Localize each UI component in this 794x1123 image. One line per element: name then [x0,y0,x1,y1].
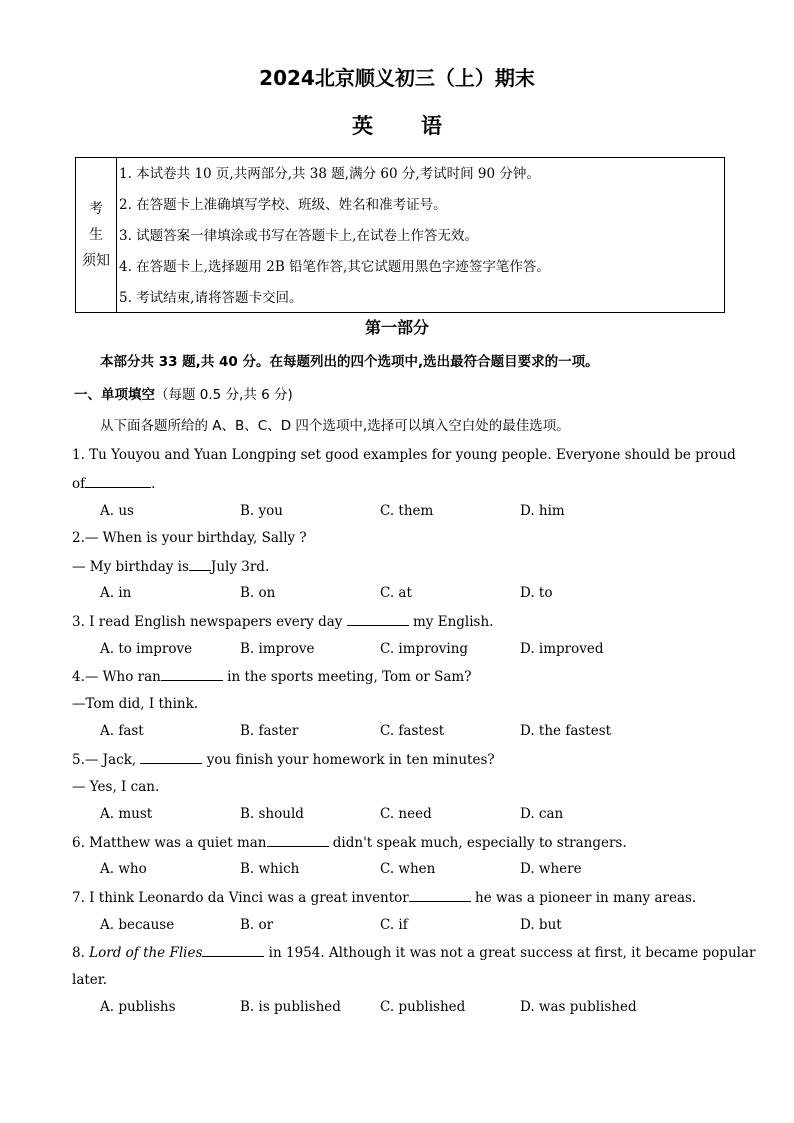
option-d: D. improved [520,641,604,657]
question-8-text-cont: later. [72,972,108,988]
subject-title: 英语 [352,114,490,138]
option-c: C. at [380,585,412,601]
option-d: D. where [520,861,582,877]
option-b: B. improve [240,641,315,657]
notice-item: 5. 考试结束,请将答题卡交回。 [119,290,303,306]
answer-blank [140,750,202,764]
option-a: A. because [100,917,175,933]
option-c: C. need [380,806,432,822]
option-c: C. published [380,999,466,1015]
option-d: D. the fastest [520,723,612,739]
notice-label-line2: 须知 [82,253,110,269]
option-b: B. you [240,503,283,519]
notice-item: 1. 本试卷共 10 页,共两部分,共 38 题,满分 60 分,考试时间 90 分钟。 [119,166,540,182]
option-b: B. which [240,861,300,877]
option-a: A. must [100,806,153,822]
question-8-text: 8. Lord of the Flies in 1954. Although it was not a great success at first, it became popular [72,945,756,961]
section-title [74,383,293,403]
option-d: D. can [520,806,564,822]
option-b: B. on [240,585,276,601]
notice-item: 2. 在答题卡上准确填写学校、班级、姓名和准考证号。 [119,197,447,213]
answer-blank [202,943,264,957]
notice-items [117,158,724,312]
section-note: （每题 0.5 分,共 6 分) [155,387,293,403]
question-7-text: 7. I think Leonardo da Vinci was a great inventor he was a pioneer in many areas. [72,890,697,906]
question-2-text: 2.— When is your birthday, Sally ? [72,530,307,546]
question-5-text-cont: — Yes, I can. [72,779,160,795]
part-title: 第一部分 [364,318,429,337]
section-heading: 一、单项填空 [74,387,155,403]
option-a: A. to improve [100,641,193,657]
option-a: A. in [100,585,132,601]
question-1-text-cont: of . [72,476,156,492]
question-4-text: 4.— Who ran in the sports meeting, Tom or Sam? [72,669,472,685]
option-b: B. faster [240,723,299,739]
answer-blank [347,612,409,626]
option-b: B. or [240,917,274,933]
option-c: C. them [380,503,434,519]
option-d: D. was published [520,999,637,1015]
option-c: C. fastest [380,723,445,739]
option-a: A. who [100,861,147,877]
option-d: D. to [520,585,553,601]
option-d: D. him [520,503,565,519]
exam-notice-box [75,157,725,313]
option-c: C. improving [380,641,469,657]
option-a: A. us [100,503,134,519]
answer-blank [161,667,223,681]
answer-blank [189,557,211,571]
page-title: 2024北京顺义初三（上）期末 [259,66,535,90]
answer-blank [267,833,329,847]
notice-label [76,158,117,312]
option-b: B. is published [240,999,341,1015]
question-2-text-cont: — My birthday is July 3rd. [72,559,270,575]
part-intro: 本部分共 33 题,共 40 分。在每题列出的四个选项中,选出最符合题目要求的一项。 [100,354,599,370]
notice-label-line1: 考 生 [89,201,103,243]
option-c: C. when [380,861,436,877]
question-1-text: 1. Tu Youyou and Yuan Longping set good examples for young people. Everyone should be proud [72,447,736,463]
notice-item: 3. 试题答案一律填涂或书写在答题卡上,在试卷上作答无效。 [119,228,478,244]
question-3-text: 3. I read English newspapers every day my English. [72,614,494,630]
option-d: D. but [520,917,562,933]
answer-blank [85,474,151,488]
option-a: A. publishs [100,999,176,1015]
question-4-text-cont: —Tom did, I think. [72,696,199,712]
book-title: Lord of the Flies [89,945,203,961]
section-instruction: 从下面各题所给的 A、B、C、D 四个选项中,选择可以填入空白处的最佳选项。 [100,418,570,434]
question-5-text: 5.— Jack, you finish your homework in ten minutes? [72,752,495,768]
answer-blank [409,888,471,902]
option-a: A. fast [100,723,144,739]
option-c: C. if [380,917,408,933]
notice-item: 4. 在答题卡上,选择题用 2B 铅笔作答,其它试题用黑色字迹签字笔作答。 [119,259,550,275]
option-b: B. should [240,806,304,822]
question-6-text: 6. Matthew was a quiet man didn't speak much, especially to strangers. [72,835,627,851]
